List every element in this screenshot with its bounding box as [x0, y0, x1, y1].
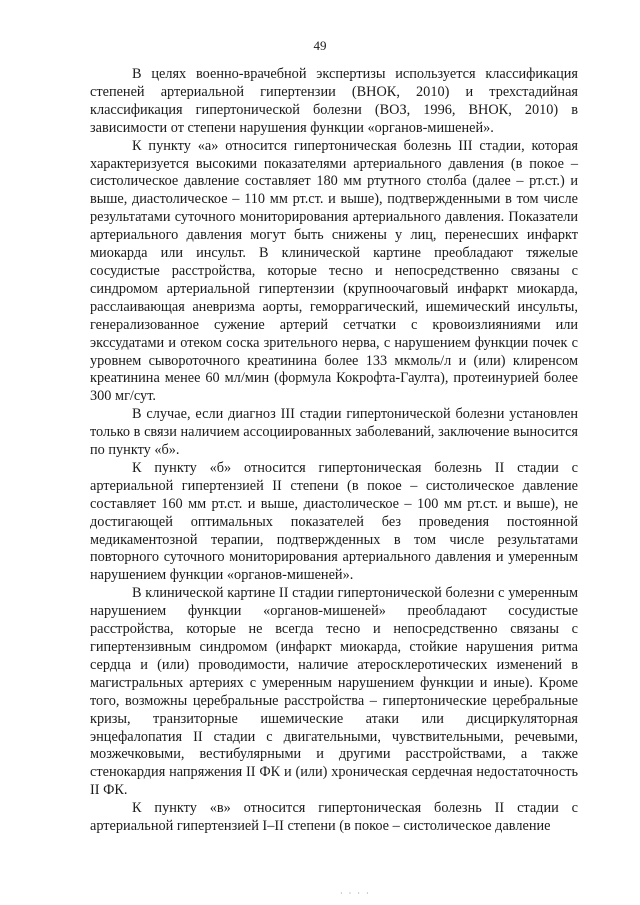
page-number: 49	[313, 38, 327, 53]
scan-artifact-mark: · · · ·	[340, 889, 371, 898]
paragraph-intro: В целях военно-врачебной экспертизы используется классификация степеней артериальной гипертензии (ВНОК, 2010) и трехстадийная классификация гипертонической болезни (ВОЗ, 1996, ВНОК, 2010) в зависимости от степени нарушения функции «органов-мишеней».	[90, 66, 578, 136]
paragraph-item-a: К пункту «а» относится гипертоническая болезнь III стадии, которая характеризуется высокими показателями артериального давления (в покое – систолическое давление составляет 180 мм ртутного столба (далее – рт.ст.) и выше, диастолическое – 110 мм рт.ст. и выше), подтвержденными в том числе результатами суточного мониторирования артериального давления. Показатели артериального давления могут быть снижены у лиц, перенесших инфаркт миокарда или инсульт. В клинической картине преобладают тяжелые сосудистые расстройства, которые тесно и непосредственно связаны с синдромом артериальной гипертензии (крупноочаговый инфаркт миокарда, расслаивающая аневризма аорты, геморрагический, ишемический инсульты, генерализованное сужение артерий сетчатки с кровоизлияниями или экссудатами и отеком соска зрительного нерва, с нарушением функции почек с уровнем сывороточного креатинина более 133 мкмоль/л и (или) клиренсом креатинина менее 60 мл/мин (формула Кокрофта-Гаулта), протеинурией более 300 мг/сут.	[90, 137, 578, 405]
paragraph-item-v: К пункту «в» относится гипертоническая болезнь II стадии с артериальной гипертензией I–II степени (в покое – систолическое давление	[90, 800, 578, 835]
body-text	[90, 66, 578, 836]
paragraph-item-b: К пункту «б» относится гипертоническая болезнь II стадии с артериальной гипертензией II степени (в покое – систолическое давление составляет 160 мм рт.ст. и выше, диастолическое – 100 мм рт.ст. и выше), не достигающей оптимальных показателей без проведения постоянной медикаментозной терапии, подтвержденных в том числе результатами повторного суточного мониторирования артериального давления и умеренным нарушением функции «органов-мишеней».	[90, 459, 578, 584]
paragraph-clinical-picture: В клинической картине II стадии гипертонической болезни с умеренным нарушением функции «органов-мишеней» преобладают сосудистые расстройства, которые не всегда тесно и непосредственно связаны с гипертензивным синдромом (инфаркт миокарда, стойкие нарушения ритма сердца и (или) проводимости, наличие атеросклеротических изменений в магистральных артериях с умеренным нарушением функции и иные). Кроме того, возможны церебральные расстройства – гипертонические церебральные кризы, транзиторные ишемические атаки или дисциркуляторная энцефалопатия II стадии с двигательными, чувствительными, речевыми, мозжечковыми, вестибулярными и другими расстройствами, а также стенокардия напряжения II ФК и (или) хроническая сердечная недостаточность II ФК.	[90, 585, 578, 799]
paragraph-stage-iii-note: В случае, если диагноз III стадии гипертонической болезни установлен только в связи наличием ассоциированных заболеваний, заключение выносится по пункту «б».	[90, 406, 578, 459]
